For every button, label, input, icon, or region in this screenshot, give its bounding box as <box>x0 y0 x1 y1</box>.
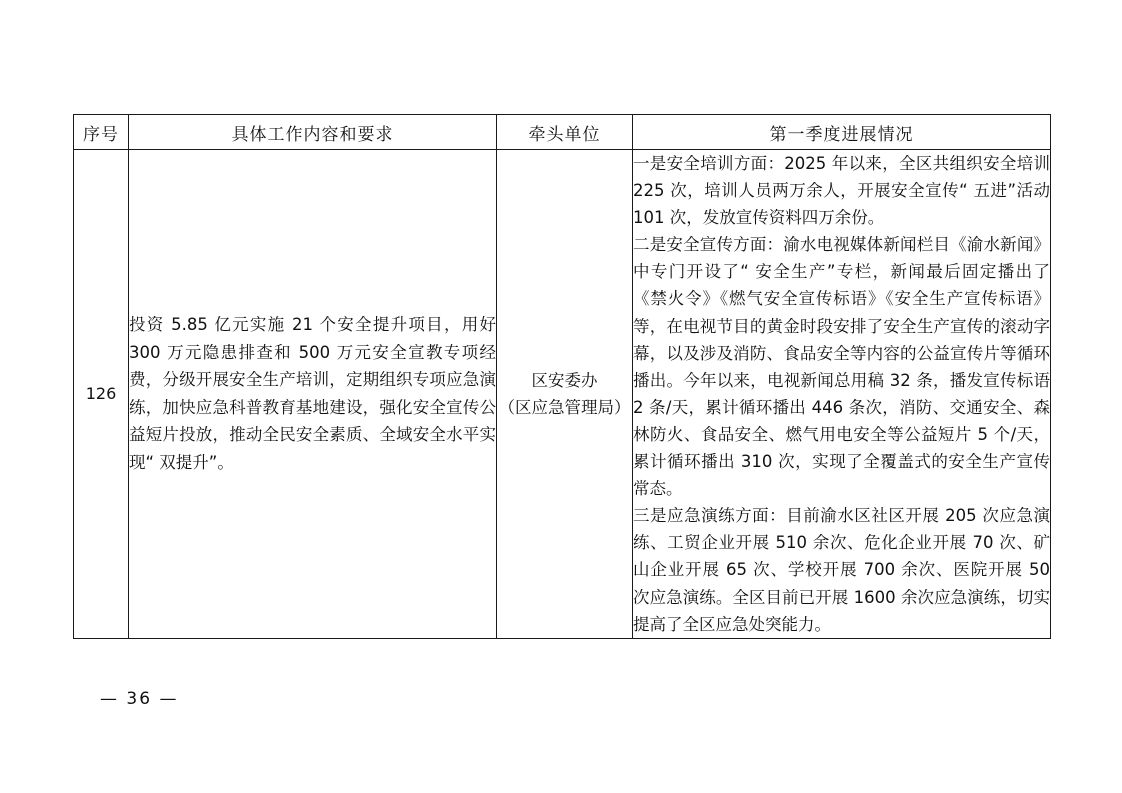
table-row <box>74 150 1051 639</box>
table-header-row <box>74 115 1051 150</box>
progress-publicity-paragraph: 二是安全宣传方面：渝水电视媒体新闻栏目《渝水新闻》中专门开设了“ 安全生产”专栏，新闻最后固定播出了《禁火令》《燃气安全宣传标语》《安全生产宣传标语》等，在电视节目的黄金时段安排了安全生产宣传的滚动字幕，以及涉及消防、食品安全等内容的公益宣传片等循环播出。今年以来，电视新闻总用稿 32 条，播发宣传标语 2 条/天，累计循环播出 446 条次，消防、交通安全、森林防火、食品安全、燃气用电安全等公益短片 5 个/天，累计循环播出 310 次，实现了全覆盖式的安全生产宣传常态。 <box>633 235 1050 499</box>
lead-unit-name: 区安委办 <box>531 370 598 390</box>
row-content-cell <box>129 150 497 639</box>
row-unit-cell <box>497 150 633 639</box>
header-progress: 第一季度进展情况 <box>633 115 1051 150</box>
work-content-text: 投资 5.85 亿元实施 21 个安全提升项目，用好 300 万元隐患排查和 500 万元安全宣教专项经费，分级开展安全生产培训，定期组织专项应急演练，加快应急科普教育基地建设，强化安全宣传公益短片投放，推动全民安全素质、全域安全水平实现“ 双提升”。 <box>129 315 496 472</box>
header-unit: 牵头单位 <box>497 115 633 150</box>
progress-drill-paragraph: 三是应急演练方面：目前渝水区社区开展 205 次应急演练、工贸企业开展 510 余次、危化企业开展 70 次、矿山企业开展 65 次、学校开展 700 余次、医院开展 50 次应急演练。全区目前已开展 1600 余次应急演练，切实提高了全区应急处突能力。 <box>633 506 1050 634</box>
lead-unit-subname: （区应急管理局） <box>498 397 631 417</box>
header-content: 具体工作内容和要求 <box>129 115 497 150</box>
row-seq-cell: 126 <box>74 150 129 639</box>
page-number: — 36 — <box>100 689 179 709</box>
row-progress-cell <box>633 150 1051 639</box>
progress-training-paragraph: 一是安全培训方面：2025 年以来，全区共组织安全培训 225 次，培训人员两万余人，开展安全宣传“ 五进”活动 101 次，发放宣传资料四万余份。 <box>633 154 1050 228</box>
work-progress-table <box>73 114 1051 639</box>
header-seq: 序号 <box>74 115 129 150</box>
